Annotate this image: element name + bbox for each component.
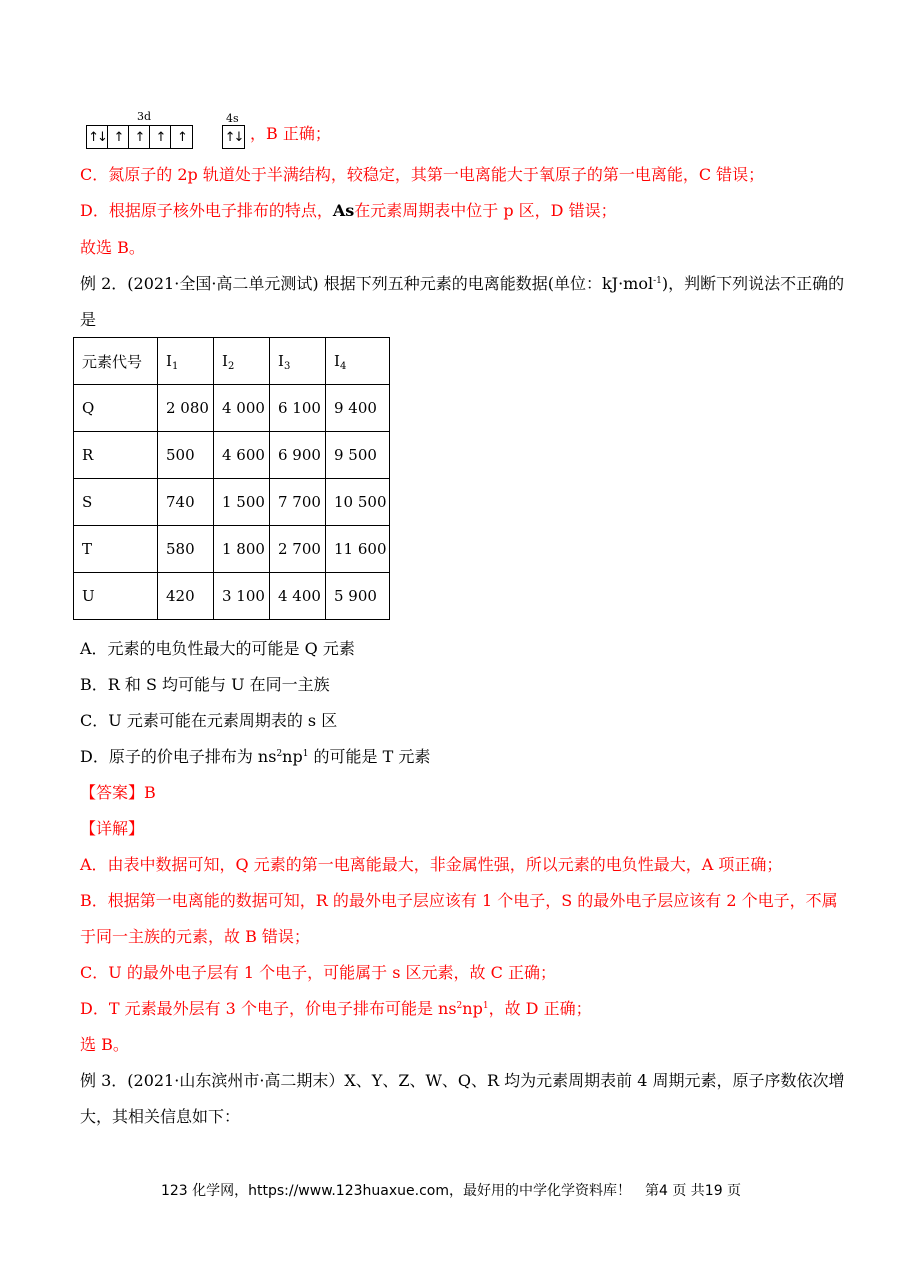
explain-d-np: np <box>462 999 483 1018</box>
ionization-table <box>73 337 390 620</box>
cell-element: T <box>74 526 158 573</box>
cell-element: Q <box>74 385 158 432</box>
answer-value: B <box>144 783 156 802</box>
header-sub: 1 <box>171 361 179 372</box>
cell-value: 4 000 <box>214 385 270 432</box>
orbital-label-4s: 4s <box>226 112 239 125</box>
explain-d-text: D．T 元素最外层有 3 个电子，价电子排布可能是 ns <box>80 999 457 1018</box>
cell-element: S <box>74 479 158 526</box>
orbital-cell: ↑ <box>150 126 171 148</box>
orbital-boxes-3d <box>86 125 193 149</box>
unit-superscript: -1 <box>653 276 662 286</box>
orbital-boxes-4s <box>222 125 245 149</box>
header-i: I <box>222 352 228 370</box>
cell-value: 9 400 <box>326 385 390 432</box>
explain-c: C．U 的最外电子层有 1 个电子，可能属于 s 区元素，故 C 正确； <box>80 963 556 982</box>
table-row <box>74 432 390 479</box>
prev-choose: 故选 B。 <box>80 238 145 257</box>
explain-a: A．由表中数据可知，Q 元素的第一电离能最大，非金属性强，所以元素的电负性最大，A 项正确； <box>80 855 783 874</box>
orbital-cell: ↑ <box>108 126 129 148</box>
explain-d <box>80 999 592 1019</box>
option-d-text: D．原子的价电子排布为 ns <box>80 747 277 766</box>
option-a: A．元素的电负性最大的可能是 Q 元素 <box>80 639 355 658</box>
cell-element: R <box>74 432 158 479</box>
header-sub: 4 <box>339 361 347 372</box>
option-d <box>80 747 430 767</box>
header-i1 <box>158 338 214 385</box>
header-i4 <box>326 338 390 385</box>
header-i: I <box>334 352 340 370</box>
orbital-cell: ↑↓ <box>224 129 243 145</box>
orbital-cell: ↑ <box>129 126 150 148</box>
option-d-np: np <box>282 747 303 766</box>
header-sub: 3 <box>283 361 291 372</box>
option-d-tail: 的可能是 T 元素 <box>308 747 431 766</box>
cell-value: 11 600 <box>326 526 390 573</box>
cell-value: 2 700 <box>270 526 326 573</box>
header-i: I <box>166 352 172 370</box>
prev-option-d-text2: 在元素周期表中位于 p 区，D 错误； <box>354 201 617 220</box>
as-symbol: As <box>332 201 355 220</box>
superscript: 2 <box>276 749 283 759</box>
cell-value: 4 400 <box>270 573 326 620</box>
cell-value: 9 500 <box>326 432 390 479</box>
explain-d-tail: ，故 D 正确； <box>488 999 592 1018</box>
superscript: 2 <box>456 1001 463 1011</box>
cell-value: 6 900 <box>270 432 326 479</box>
cell-value: 6 100 <box>270 385 326 432</box>
superscript: 1 <box>482 1001 489 1011</box>
example2-stem-end: 是 <box>80 310 97 329</box>
table-row <box>74 479 390 526</box>
prev-option-d <box>80 201 617 221</box>
table-row <box>74 573 390 620</box>
example2-stem <box>80 274 844 294</box>
explain-label: 【详解】 <box>80 819 145 838</box>
orbital-suffix: ，B 正确； <box>250 124 331 143</box>
cell-value: 580 <box>158 526 214 573</box>
header-sub: 2 <box>227 361 235 372</box>
table-header-row <box>74 338 390 385</box>
example3-line2: 大，其相关信息如下： <box>80 1107 241 1126</box>
answer-line <box>80 783 156 803</box>
cell-value: 10 500 <box>326 479 390 526</box>
cell-value: 1 500 <box>214 479 270 526</box>
header-i3 <box>270 338 326 385</box>
cell-value: 7 700 <box>270 479 326 526</box>
example3-line1: 例 3．(2021·山东滨州市·高二期末）X、Y、Z、W、Q、R 均为元素周期表前 4 周期元素，原子序数依次增 <box>80 1071 845 1090</box>
option-c: C．U 元素可能在元素周期表的 s 区 <box>80 711 338 730</box>
header-code: 元素代号 <box>74 338 158 385</box>
example2-stem-text: 例 2．(2021·全国·高二单元测试) 根据下列五种元素的电离能数据(单位：kJ·mol <box>80 274 654 293</box>
cell-value: 4 600 <box>214 432 270 479</box>
cell-value: 2 080 <box>158 385 214 432</box>
prev-option-d-text: D．根据原子核外电子排布的特点， <box>80 201 333 220</box>
prev-option-c: C．氮原子的 2p 轨道处于半满结构，较稳定，其第一电离能大于氧原子的第一电离能，C 错误； <box>80 165 765 184</box>
explain-b2: 于同一主族的元素，故 B 错误； <box>80 927 310 946</box>
cell-value: 3 100 <box>214 573 270 620</box>
cell-value: 740 <box>158 479 214 526</box>
cell-element: U <box>74 573 158 620</box>
orbital-cell: ↑↓ <box>87 126 108 148</box>
header-i2 <box>214 338 270 385</box>
option-b: B．R 和 S 均可能与 U 在同一主族 <box>80 675 330 694</box>
header-i: I <box>278 352 284 370</box>
example2-stem-text2: )，判断下列说法不正确的 <box>661 274 845 293</box>
explain-b1: B．根据第一电离能的数据可知，R 的最外电子层应该有 1 个电子，S 的最外电子层应该有 2 个电子，不属 <box>80 891 838 910</box>
table-row <box>74 526 390 573</box>
cell-value: 420 <box>158 573 214 620</box>
table-row <box>74 385 390 432</box>
page-footer: 123 化学网，https://www.123huaxue.com，最好用的中学化学资料库！ 第4 页 共19 页 <box>160 1183 742 1199</box>
explain-choose: 选 B。 <box>80 1035 129 1054</box>
orbital-cell: ↑ <box>177 129 186 145</box>
answer-label: 【答案】 <box>80 783 145 802</box>
cell-value: 500 <box>158 432 214 479</box>
cell-value: 5 900 <box>326 573 390 620</box>
cell-value: 1 800 <box>214 526 270 573</box>
orbital-label-3d: 3d <box>137 110 152 123</box>
superscript: 1 <box>302 749 309 759</box>
